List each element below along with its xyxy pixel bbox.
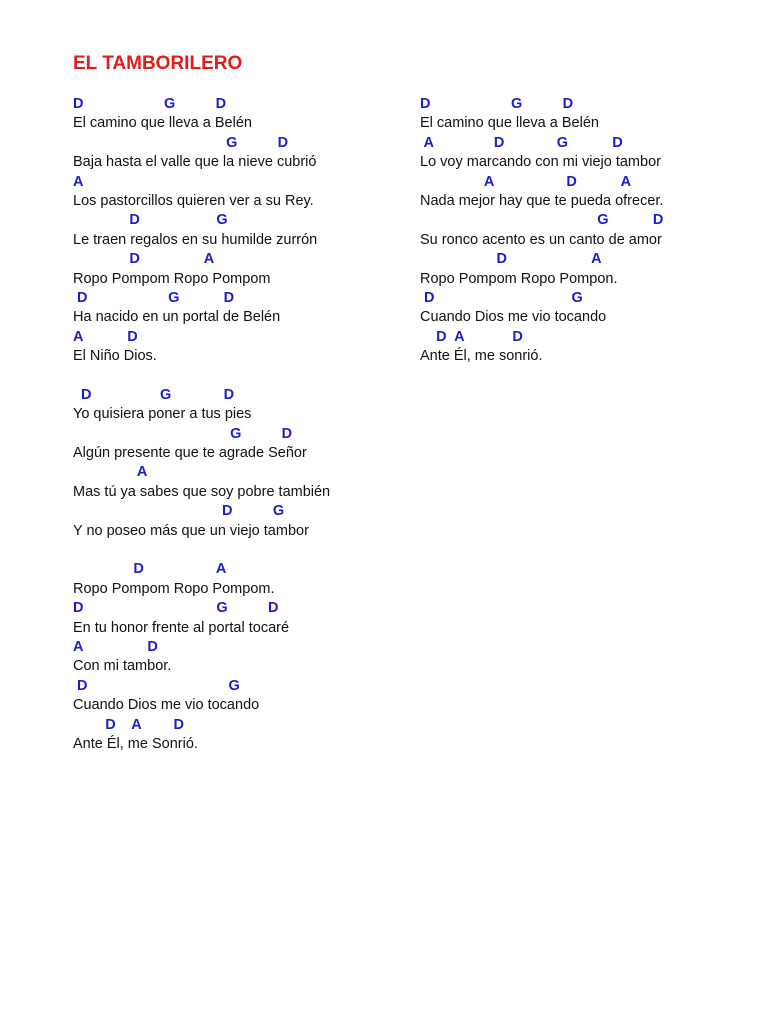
lyric-line: Baja hasta el valle que la nieve cubrió bbox=[73, 154, 317, 171]
lyric-line: El camino que lleva a Belén bbox=[420, 115, 599, 132]
chord-line: D A bbox=[420, 251, 602, 268]
lyric-line: Ropo Pompom Ropo Pompon. bbox=[420, 270, 618, 287]
chord-line: D G bbox=[73, 677, 240, 694]
verse-spacer bbox=[73, 541, 403, 560]
lyric-line: El Niño Dios. bbox=[73, 348, 157, 365]
chord-line: D G D bbox=[73, 386, 235, 403]
chord-line: A D bbox=[73, 328, 138, 345]
lyric-line: Ha nacido en un portal de Belén bbox=[73, 309, 281, 326]
chord-line: G D bbox=[73, 134, 289, 151]
lyric-line: Su ronco acento es un canto de amor bbox=[420, 231, 662, 248]
verse-spacer bbox=[73, 366, 403, 385]
chord-line: A D G D bbox=[420, 134, 623, 151]
chord-line: D G bbox=[73, 503, 285, 520]
chord-line: G D bbox=[73, 425, 293, 442]
chord-line: D A bbox=[73, 251, 215, 268]
lyric-line: Nada mejor hay que te pueda ofrecer. bbox=[420, 192, 664, 209]
lyric-line: Cuando Dios me vio tocando bbox=[420, 309, 607, 326]
lyric-line: Mas tú ya sabes que soy pobre también bbox=[73, 483, 331, 500]
chord-line: D G D bbox=[73, 289, 235, 306]
lyric-line: Con mi tambor. bbox=[73, 658, 172, 675]
chord-line: D G D bbox=[420, 96, 574, 112]
lyric-line: Ropo Pompom Ropo Pompom. bbox=[73, 580, 275, 597]
lyric-line: Los pastorcillos quieren ver a su Rey. bbox=[73, 192, 314, 209]
lyric-line: Ante Él, me Sonrió. bbox=[73, 735, 198, 752]
chord-line: G D bbox=[420, 212, 664, 229]
lyric-line: Yo quisiera poner a tus pies bbox=[73, 406, 252, 423]
chord-line: A bbox=[73, 464, 148, 481]
right-column bbox=[420, 95, 750, 366]
song-title: EL TAMBORILERO bbox=[73, 53, 243, 74]
lyric-line: Ante Él, me sonrió. bbox=[420, 348, 543, 365]
lyric-line: Le traen regalos en su humilde zurrón bbox=[73, 231, 318, 248]
chord-line: D G D bbox=[73, 600, 279, 617]
lyric-line: En tu honor frente al portal tocaré bbox=[73, 619, 290, 636]
chord-line: D A D bbox=[420, 328, 523, 345]
chord-line: D A bbox=[73, 561, 227, 578]
chord-line: D G bbox=[73, 212, 228, 229]
left-column bbox=[73, 95, 403, 754]
chord-line: A D A bbox=[420, 173, 632, 190]
chord-line: A bbox=[73, 173, 84, 190]
lyric-line: Y no poseo más que un viejo tambor bbox=[73, 522, 309, 539]
lyric-line: Ropo Pompom Ropo Pompom bbox=[73, 270, 271, 287]
lyric-line: Lo voy marcando con mi viejo tambor bbox=[420, 154, 661, 171]
chord-line: D A D bbox=[73, 716, 184, 733]
lyric-line: Cuando Dios me vio tocando bbox=[73, 697, 260, 714]
chord-line: D G bbox=[420, 289, 583, 306]
lyric-line: Algún presente que te agrade Señor bbox=[73, 445, 307, 462]
chord-line: D G D bbox=[73, 96, 227, 112]
lyric-line: El camino que lleva a Belén bbox=[73, 115, 252, 132]
chord-line: A D bbox=[73, 638, 158, 655]
